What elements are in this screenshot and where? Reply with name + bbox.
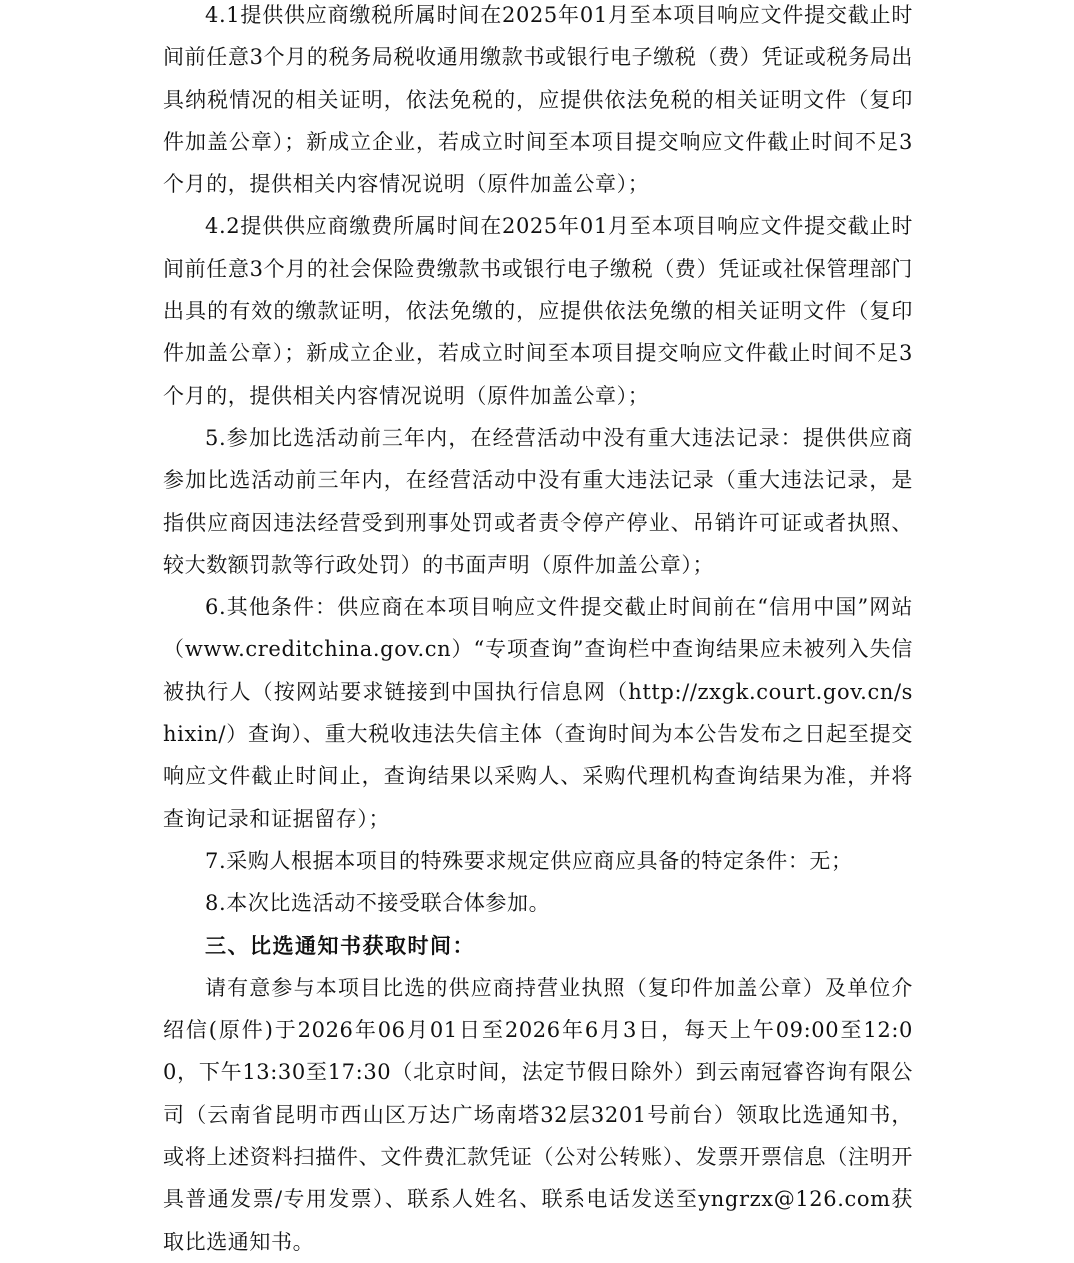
closing-paragraph: 请有意参与本项目比选的供应商持营业执照（复印件加盖公章）及单位介绍信(原件)于2026年06月01日至2026年6月3日，每天上午09:00至12:00，下午13:30至17:30（北京时间，法定节假日除外）到云南冠睿咨询有限公司（云南省昆明市西山区万达广场南塔32层3201号前台）领取比选通知书，或将上述资料扫描件、文件费汇款凭证（公对公转账）、发票开票信息（注明开具普通发票/专用发票）、联系人姓名、联系电话发送至yngrzx@126.com获取比选通知书。	[163, 975, 913, 1254]
paragraph-4-1: 4.1提供供应商缴税所属时间在2025年01月至本项目响应文件提交截止时间前任意3个月的税务局税收通用缴款书或银行电子缴税（费）凭证或税务局出具纳税情况的相关证明，依法免税的，应提供依法免税的相关证明文件（复印件加盖公章）；新成立企业，若成立时间至本项目提交响应文件截止时间不足3个月的，提供相关内容情况说明（原件加盖公章）；	[163, 3, 913, 197]
document-page	[163, 0, 913, 1263]
paragraph-4-2: 4.2提供供应商缴费所属时间在2025年01月至本项目响应文件提交截止时间前任意3个月的社会保险费缴款书或银行电子缴税（费）凭证或社保管理部门出具的有效的缴款证明，依法免缴的，应提供依法免缴的相关证明文件（复印件加盖公章）；新成立企业，若成立时间至本项目提交响应文件截止时间不足3个月的，提供相关内容情况说明（原件加盖公章）；	[163, 214, 913, 408]
section-heading: 三、比选通知书获取时间：	[205, 932, 475, 958]
paragraph-8: 8.本次比选活动不接受联合体参加。	[205, 891, 551, 916]
paragraph-5: 5.参加比选活动前三年内，在经营活动中没有重大违法记录：提供供应商参加比选活动前三年内，在经营活动中没有重大违法记录（重大违法记录，是指供应商因违法经营受到刑事处罚或者责令停产停业、吊销许可证或者执照、较大数额罚款等行政处罚）的书面声明（原件加盖公章）；	[163, 425, 913, 577]
paragraph-7: 7.采购人根据本项目的特殊要求规定供应商应具备的特定条件：无；	[205, 848, 853, 873]
paragraph-6: 6.其他条件：供应商在本项目响应文件提交截止时间前在“信用中国”网站（www.creditchina.gov.cn）“专项查询”查询栏中查询结果应未被列入失信被执行人（按网站要求链接到中国执行信息网（http://zxgk.court.gov.cn/shixin/）查询）、重大税收违法失信主体（查询时间为本公告发布之日起至提交响应文件截止时间止，查询结果以采购人、采购代理机构查询结果为准，并将查询记录和证据留存）；	[163, 595, 913, 831]
